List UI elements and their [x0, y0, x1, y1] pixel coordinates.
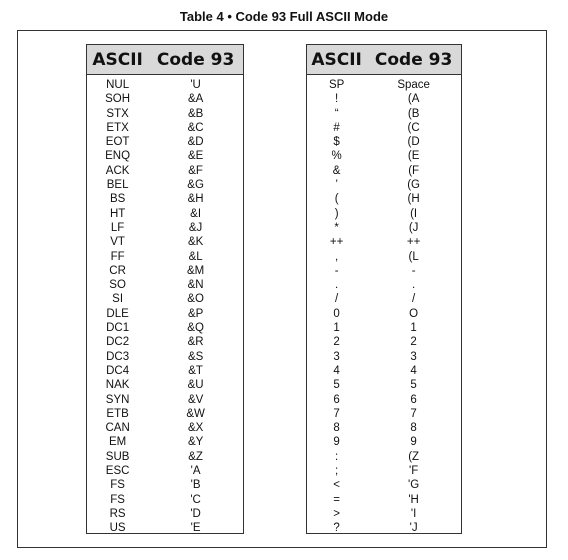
- ascii-cell: SOH: [105, 93, 131, 106]
- code93-cell: &Z: [188, 450, 203, 463]
- table-row: [307, 378, 461, 392]
- ascii-cell: *: [334, 221, 339, 234]
- ascii-cell: ETX: [106, 121, 129, 134]
- table-row: [307, 407, 461, 421]
- ascii-cell: FF: [110, 250, 125, 263]
- ascii-cell: !: [335, 93, 339, 106]
- table-row: [87, 207, 243, 221]
- table-row: [87, 250, 243, 264]
- code93-cell: 2: [410, 336, 417, 349]
- code93-cell: 8: [410, 422, 417, 435]
- table-row: [87, 335, 243, 349]
- code93-cell: 'E: [190, 522, 201, 535]
- code93-cell: 'F: [409, 465, 419, 478]
- table-row: [87, 235, 243, 249]
- ascii-cell: ACK: [105, 164, 130, 177]
- table-row: [307, 292, 461, 306]
- ascii-cell: $: [333, 136, 340, 149]
- ascii-cell: NUL: [106, 79, 130, 91]
- ascii-cell: NAK: [105, 379, 130, 392]
- code93-cell: &O: [187, 293, 204, 306]
- table-row: [307, 493, 461, 507]
- ascii-cell: ): [334, 207, 339, 220]
- code93-cell: &H: [187, 193, 204, 206]
- table-row: [87, 521, 243, 535]
- ascii-cell: US: [109, 522, 126, 535]
- ascii-cell: 8: [333, 422, 340, 435]
- code93-cell: 3: [410, 350, 417, 363]
- table-row: [307, 307, 461, 321]
- code93-cell: (J: [408, 221, 419, 234]
- ascii-cell: ?: [333, 522, 340, 535]
- table-row: [307, 350, 461, 364]
- ascii-cell: ESC: [105, 465, 130, 478]
- table-row: [87, 435, 243, 449]
- table-row: [87, 450, 243, 464]
- code93-cell: &M: [186, 264, 205, 277]
- code93-cell: .: [412, 279, 416, 292]
- code93-cell: 'C: [190, 493, 201, 506]
- code93-cell: &B: [187, 107, 204, 120]
- code93-cell: &I: [190, 207, 202, 220]
- ascii-table-left: [86, 44, 244, 534]
- ascii-cell: DC1: [106, 322, 130, 335]
- table-row: [87, 292, 243, 306]
- table-row: [87, 507, 243, 521]
- table-row: [307, 78, 461, 92]
- table-row: [87, 264, 243, 278]
- ascii-cell: SYN: [105, 393, 130, 406]
- table-row: [87, 350, 243, 364]
- ascii-cell: HT: [109, 207, 126, 220]
- ascii-cell: DC4: [106, 364, 130, 377]
- table-row: [307, 478, 461, 492]
- table-row: [87, 107, 243, 121]
- table-row: [307, 164, 461, 178]
- ascii-cell: CR: [109, 264, 126, 277]
- code93-cell: 'H: [408, 493, 419, 506]
- code93-cell: &K: [187, 236, 204, 249]
- code93-cell: &R: [187, 336, 204, 349]
- table-row: [307, 235, 461, 249]
- code93-cell: &T: [188, 364, 203, 377]
- code93-cell: (B: [407, 107, 420, 120]
- ascii-cell: (: [334, 193, 339, 206]
- table-row: [87, 307, 243, 321]
- table-row: [307, 321, 461, 335]
- ascii-cell: #: [333, 121, 340, 134]
- table-header: [87, 45, 243, 75]
- code93-cell: 'B: [190, 479, 201, 492]
- table-row: [307, 221, 461, 235]
- code93-cell: &J: [188, 221, 203, 234]
- ascii-cell: 9: [333, 436, 340, 449]
- ascii-cell: ENQ: [105, 150, 131, 163]
- code93-cell: &D: [187, 136, 204, 149]
- table-row: [307, 335, 461, 349]
- ascii-cell: RS: [109, 507, 126, 520]
- code93-cell: &V: [187, 393, 204, 406]
- table-row: [87, 164, 243, 178]
- ascii-cell: =: [333, 493, 340, 506]
- table-row: [307, 450, 461, 464]
- table-row: [87, 121, 243, 135]
- table-row: [87, 364, 243, 378]
- table-row: [307, 464, 461, 478]
- table-row: [307, 364, 461, 378]
- ascii-cell: ’: [335, 179, 338, 192]
- table-row: [87, 321, 243, 335]
- code93-cell: (G: [407, 179, 420, 192]
- code93-cell: 1: [410, 322, 417, 335]
- code93-cell: (I: [410, 207, 418, 220]
- code93-cell: 5: [410, 379, 417, 392]
- header-code93: Code 93: [156, 49, 235, 70]
- code93-cell: &E: [187, 150, 204, 163]
- code93-cell: /: [412, 293, 416, 306]
- ascii-cell: LF: [110, 221, 125, 234]
- header-code93: Code 93: [374, 49, 453, 70]
- ascii-cell: CAN: [105, 422, 130, 435]
- code93-cell: (Z: [408, 450, 420, 463]
- code93-cell: 'I: [410, 507, 417, 520]
- code93-cell: 'A: [190, 465, 201, 478]
- ascii-cell: 6: [333, 393, 340, 406]
- table-row: [87, 178, 243, 192]
- ascii-cell: ,: [335, 250, 339, 263]
- code93-cell: &S: [187, 350, 204, 363]
- ascii-cell: 0: [333, 307, 340, 320]
- ascii-cell: DC3: [106, 350, 130, 363]
- table-row: [307, 192, 461, 206]
- table-row: [307, 507, 461, 521]
- ascii-cell: 3: [333, 350, 340, 363]
- ascii-cell: “: [334, 107, 339, 120]
- ascii-cell: BEL: [106, 179, 129, 192]
- code93-cell: 7: [410, 407, 417, 420]
- table-row: [307, 521, 461, 535]
- code93-cell: &N: [187, 279, 204, 292]
- ascii-cell: EM: [108, 436, 127, 449]
- ascii-cell: /: [335, 293, 339, 306]
- table-row: [87, 78, 243, 92]
- ascii-cell: <: [333, 479, 340, 492]
- code93-cell: &A: [187, 93, 204, 106]
- table-row: [87, 464, 243, 478]
- code93-cell: &L: [188, 250, 203, 263]
- code93-cell: -: [411, 264, 416, 277]
- ascii-cell: 2: [333, 336, 340, 349]
- table-row: [307, 135, 461, 149]
- ascii-cell: DLE: [106, 307, 129, 320]
- code93-cell: (E: [407, 150, 420, 163]
- table-row: [307, 207, 461, 221]
- table-body: [87, 75, 243, 536]
- code93-cell: &F: [188, 164, 203, 177]
- ascii-cell: 5: [333, 379, 340, 392]
- ascii-cell: SUB: [105, 450, 130, 463]
- ascii-cell: SO: [109, 279, 126, 292]
- ascii-cell: STX: [106, 107, 129, 120]
- table-row: [307, 178, 461, 192]
- ascii-cell: VT: [110, 236, 125, 249]
- code93-cell: 'J: [409, 522, 418, 535]
- ascii-cell: ++: [329, 236, 344, 249]
- ascii-cell: SP: [328, 79, 345, 91]
- code93-cell: 6: [410, 393, 417, 406]
- header-ascii: ASCII: [311, 49, 362, 70]
- table-title: Table 4 • Code 93 Full ASCII Mode: [179, 9, 389, 24]
- table-row: [87, 493, 243, 507]
- ascii-cell: DC2: [106, 336, 130, 349]
- ascii-cell: ETB: [106, 407, 129, 420]
- table-row: [307, 393, 461, 407]
- ascii-cell: BS: [109, 193, 126, 206]
- code93-cell: (D: [407, 136, 420, 149]
- table-row: [87, 135, 243, 149]
- code93-cell: 9: [410, 436, 417, 449]
- table-row: [307, 421, 461, 435]
- ascii-cell: &: [332, 164, 341, 177]
- ascii-cell: 7: [333, 407, 340, 420]
- ascii-cell: >: [333, 507, 340, 520]
- table-row: [87, 421, 243, 435]
- header-ascii: ASCII: [92, 49, 143, 70]
- ascii-cell: :: [335, 450, 339, 463]
- table-row: [87, 192, 243, 206]
- ascii-cell: -: [334, 264, 339, 277]
- ascii-cell: EOT: [105, 136, 130, 149]
- table-row: [307, 435, 461, 449]
- table-row: [87, 149, 243, 163]
- code93-cell: &W: [186, 407, 205, 420]
- table-row: [87, 221, 243, 235]
- code93-cell: &Q: [187, 322, 204, 335]
- ascii-table-right: [306, 44, 462, 534]
- code93-cell: (F: [408, 164, 420, 177]
- code93-cell: (H: [407, 193, 420, 206]
- code93-cell: Space: [397, 79, 430, 91]
- code93-cell: O: [409, 307, 419, 320]
- ascii-cell: FS: [110, 479, 125, 492]
- code93-cell: &C: [187, 121, 204, 134]
- code93-cell: &Y: [187, 436, 204, 449]
- table-row: [307, 278, 461, 292]
- table-row: [307, 121, 461, 135]
- code93-cell: 4: [410, 364, 417, 377]
- code93-cell: &U: [187, 379, 204, 392]
- code93-cell: 'G: [408, 479, 420, 492]
- ascii-cell: SI: [112, 293, 124, 306]
- code93-cell: 'D: [190, 507, 201, 520]
- table-row: [87, 278, 243, 292]
- table-row: [87, 378, 243, 392]
- table-row: [307, 264, 461, 278]
- ascii-cell: %: [331, 150, 342, 163]
- code93-cell: ++: [406, 236, 421, 249]
- table-row: [307, 250, 461, 264]
- ascii-cell: FS: [110, 493, 125, 506]
- table-row: [87, 92, 243, 106]
- code93-cell: &P: [187, 307, 204, 320]
- code93-cell: (C: [407, 121, 420, 134]
- table-row: [307, 92, 461, 106]
- table-row: [307, 107, 461, 121]
- table-row: [87, 393, 243, 407]
- table-row: [87, 478, 243, 492]
- code93-cell: 'U: [190, 79, 201, 91]
- table-row: [307, 149, 461, 163]
- ascii-cell: 1: [333, 322, 340, 335]
- table-header: [307, 45, 461, 75]
- ascii-cell: 4: [333, 364, 340, 377]
- code93-cell: (L: [408, 250, 419, 263]
- ascii-cell: ;: [335, 465, 339, 478]
- code93-cell: &G: [187, 179, 204, 192]
- code93-cell: &X: [187, 422, 204, 435]
- table-body: [307, 75, 461, 536]
- table-row: [87, 407, 243, 421]
- code93-cell: (A: [407, 93, 420, 106]
- ascii-cell: .: [335, 279, 339, 292]
